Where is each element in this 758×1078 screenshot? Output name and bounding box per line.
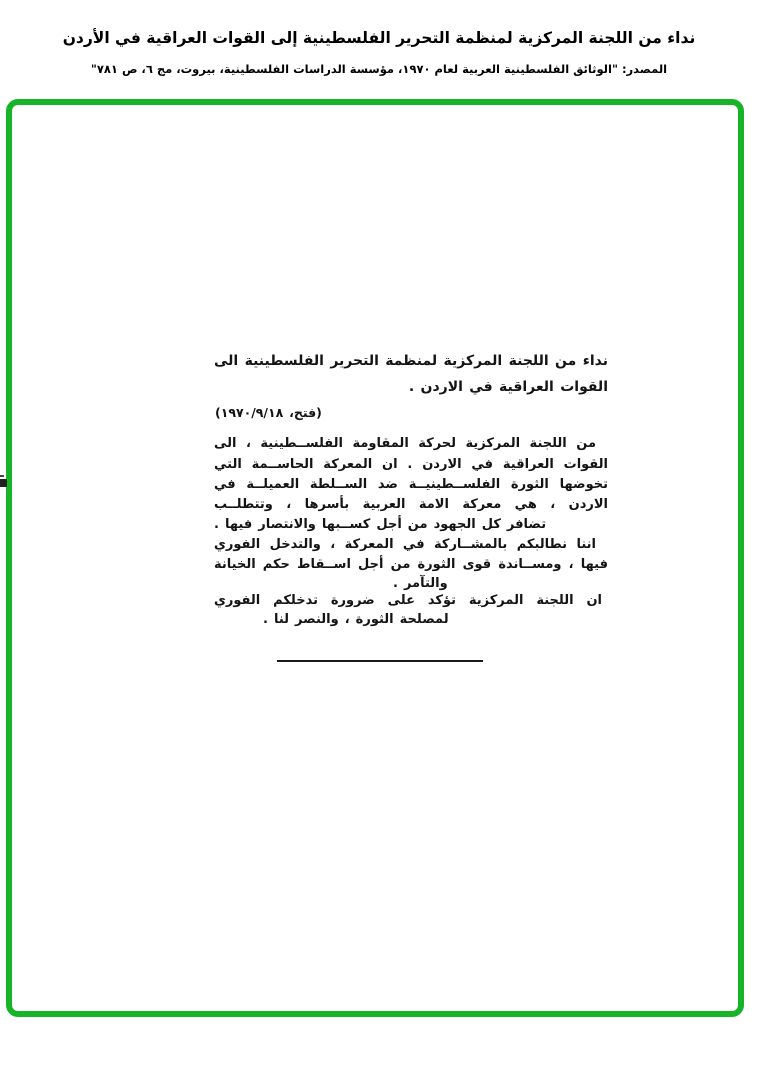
document-line: تخوضها الثورة الفلســطينيــة ضد الســلطة العميلــة في <box>214 477 608 492</box>
document-line: من اللجنة المركزية لحركة المقاومة الفلســطينية ، الى <box>214 436 596 451</box>
document-line: فيها ، ومســاندة قوى الثورة من أجل اســقاط حكم الخيانة <box>214 557 608 572</box>
document-line: اننا نطالبكم بالمشــاركة في المعركة ، والتدخل الفوري <box>214 537 596 552</box>
document-line: والتآمر . <box>393 576 448 591</box>
document-line: ان اللجنة المركزية تؤكد على ضرورة تدخلكم الفوري <box>214 593 602 608</box>
document-line: تضافر كل الجهود من أجل كســبها والانتصار فيها . <box>214 517 547 532</box>
end-divider-rule <box>277 660 483 662</box>
document-date-line: (فتح، ١٩٧٠/٩/١٨) <box>215 405 322 420</box>
page-title: نداء من اللجنة المركزية لمنظمة التحرير الفلسطينية إلى القوات العراقية في الأردن <box>62 29 696 47</box>
document-heading-line: القوات العراقية في الاردن . <box>408 379 608 395</box>
scan-artifact <box>0 475 4 477</box>
document-line: لمصلحة الثورة ، والنصر لنا . <box>263 612 449 627</box>
document-line: الاردن ، هي معركة الامة العربية بأسرها ، وتتطلــب <box>214 497 608 512</box>
scan-artifact <box>0 479 7 487</box>
document-heading-line: نداء من اللجنة المركزية لمنظمة التحرير الفلسطينية الى <box>214 353 608 369</box>
document-line: القوات العراقية في الاردن . ان المعركة الحاســمة التي <box>214 457 608 472</box>
source-citation: المصدر: "الوثائق الفلسطينية العربية لعام ١٩٧٠، مؤسسة الدراسات الفلسطينية، بيروت، مج ٦، ص ٧٨١" <box>90 62 668 76</box>
